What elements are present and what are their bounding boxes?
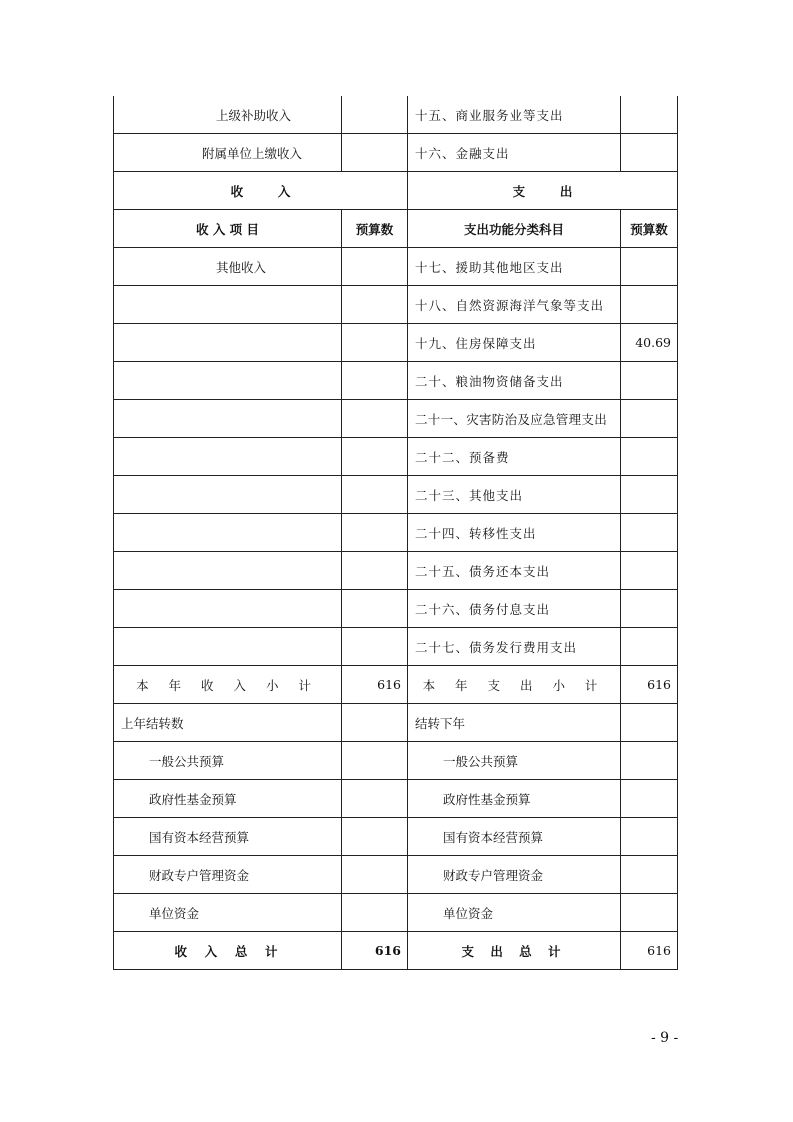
table-row	[114, 590, 678, 628]
income-total-amount: 616	[342, 932, 408, 970]
expense-amount-cell	[621, 134, 678, 172]
expense-carry-item: 国有资本经营预算	[408, 818, 621, 856]
income-item-cell	[114, 400, 342, 438]
expense-item-cell: 二十三、其他支出	[408, 476, 621, 514]
table-row	[114, 248, 678, 286]
expense-item-cell: 十九、住房保障支出	[408, 324, 621, 362]
income-item-cell	[114, 362, 342, 400]
table-row	[114, 438, 678, 476]
income-item-cell	[114, 552, 342, 590]
table-row	[114, 134, 678, 172]
expense-carry-item: 政府性基金预算	[408, 780, 621, 818]
income-amount-cell	[342, 324, 408, 362]
table-row	[114, 362, 678, 400]
expense-item-cell: 十六、金融支出	[408, 134, 621, 172]
column-header-row	[114, 210, 678, 248]
expense-amount-cell	[621, 476, 678, 514]
income-section-header: 收 入	[114, 172, 408, 210]
income-amount-cell	[342, 704, 408, 742]
income-carry-item: 国有资本经营预算	[114, 818, 342, 856]
income-amount-header: 预算数	[342, 210, 408, 248]
table-row	[114, 324, 678, 362]
income-carry-item: 一般公共预算	[114, 742, 342, 780]
expense-item-cell: 二十四、转移性支出	[408, 514, 621, 552]
income-amount-cell	[342, 248, 408, 286]
income-carry-item: 单位资金	[114, 894, 342, 932]
expense-carry-item: 财政专户管理资金	[408, 856, 621, 894]
carry-header-row	[114, 704, 678, 742]
expense-item-cell: 十八、自然资源海洋气象等支出	[408, 286, 621, 324]
table-row	[114, 856, 678, 894]
table-row	[114, 894, 678, 932]
expense-subtotal-amount: 616	[621, 666, 678, 704]
expense-amount-cell	[621, 704, 678, 742]
table-row	[114, 514, 678, 552]
income-amount-cell	[342, 628, 408, 666]
table-row	[114, 286, 678, 324]
table-row	[114, 400, 678, 438]
income-item-cell	[114, 476, 342, 514]
income-carry-item: 财政专户管理资金	[114, 856, 342, 894]
expense-amount-cell	[621, 96, 678, 134]
expense-carry-header: 结转下年	[408, 704, 621, 742]
expense-amount-cell	[621, 742, 678, 780]
expense-amount-cell	[621, 362, 678, 400]
income-amount-cell	[342, 96, 408, 134]
income-amount-cell	[342, 552, 408, 590]
expense-amount-cell	[621, 514, 678, 552]
expense-amount-cell	[621, 400, 678, 438]
income-subtotal-amount: 616	[342, 666, 408, 704]
income-amount-cell	[342, 856, 408, 894]
income-amount-cell	[342, 780, 408, 818]
income-carry-header: 上年结转数	[114, 704, 342, 742]
expense-total-label: 支 出 总 计	[408, 932, 621, 970]
expense-section-header: 支 出	[408, 172, 678, 210]
table-row	[114, 742, 678, 780]
income-amount-cell	[342, 742, 408, 780]
expense-carry-item: 一般公共预算	[408, 742, 621, 780]
expense-amount-cell	[621, 894, 678, 932]
expense-amount-cell	[621, 590, 678, 628]
table-row	[114, 96, 678, 134]
income-total-label: 收 入 总 计	[114, 932, 342, 970]
expense-item-cell: 二十一、灾害防治及应急管理支出	[408, 400, 621, 438]
income-amount-cell	[342, 362, 408, 400]
table-row	[114, 628, 678, 666]
expense-item-header: 支出功能分类科目	[408, 210, 621, 248]
page-number: - 9 -	[651, 1030, 679, 1046]
income-amount-cell	[342, 286, 408, 324]
expense-item-cell: 十五、商业服务业等支出	[408, 96, 621, 134]
income-amount-cell	[342, 514, 408, 552]
income-item-cell: 附属单位上缴收入	[114, 134, 342, 172]
table-row	[114, 780, 678, 818]
expense-amount-cell	[621, 552, 678, 590]
income-amount-cell	[342, 590, 408, 628]
budget-table	[113, 96, 678, 970]
expense-amount-cell	[621, 780, 678, 818]
expense-item-cell: 二十五、债务还本支出	[408, 552, 621, 590]
expense-amount-header: 预算数	[621, 210, 678, 248]
expense-amount-cell: 40.69	[621, 324, 678, 362]
income-item-cell	[114, 438, 342, 476]
expense-amount-cell	[621, 856, 678, 894]
expense-amount-cell	[621, 818, 678, 856]
table-row	[114, 552, 678, 590]
expense-amount-cell	[621, 248, 678, 286]
income-amount-cell	[342, 438, 408, 476]
income-item-cell: 其他收入	[114, 248, 342, 286]
income-item-cell	[114, 324, 342, 362]
expense-carry-item: 单位资金	[408, 894, 621, 932]
income-item-header: 收 入 项 目	[114, 210, 342, 248]
total-row	[114, 932, 678, 970]
expense-amount-cell	[621, 286, 678, 324]
expense-amount-cell	[621, 628, 678, 666]
table-row	[114, 476, 678, 514]
expense-item-cell: 二十七、债务发行费用支出	[408, 628, 621, 666]
income-subtotal-label: 本 年 收 入 小 计	[114, 666, 342, 704]
expense-item-cell: 十七、援助其他地区支出	[408, 248, 621, 286]
expense-subtotal-label: 本 年 支 出 小 计	[408, 666, 621, 704]
section-header-row	[114, 172, 678, 210]
expense-item-cell: 二十六、债务付息支出	[408, 590, 621, 628]
income-amount-cell	[342, 400, 408, 438]
expense-amount-cell	[621, 438, 678, 476]
income-carry-item: 政府性基金预算	[114, 780, 342, 818]
expense-item-cell: 二十二、预备费	[408, 438, 621, 476]
income-amount-cell	[342, 818, 408, 856]
income-item-cell: 上级补助收入	[114, 96, 342, 134]
expense-item-cell: 二十、粮油物资储备支出	[408, 362, 621, 400]
subtotal-row	[114, 666, 678, 704]
income-item-cell	[114, 286, 342, 324]
income-item-cell	[114, 590, 342, 628]
income-amount-cell	[342, 134, 408, 172]
expense-total-amount: 616	[621, 932, 678, 970]
income-amount-cell	[342, 476, 408, 514]
income-item-cell	[114, 628, 342, 666]
table-row	[114, 818, 678, 856]
income-amount-cell	[342, 894, 408, 932]
income-item-cell	[114, 514, 342, 552]
